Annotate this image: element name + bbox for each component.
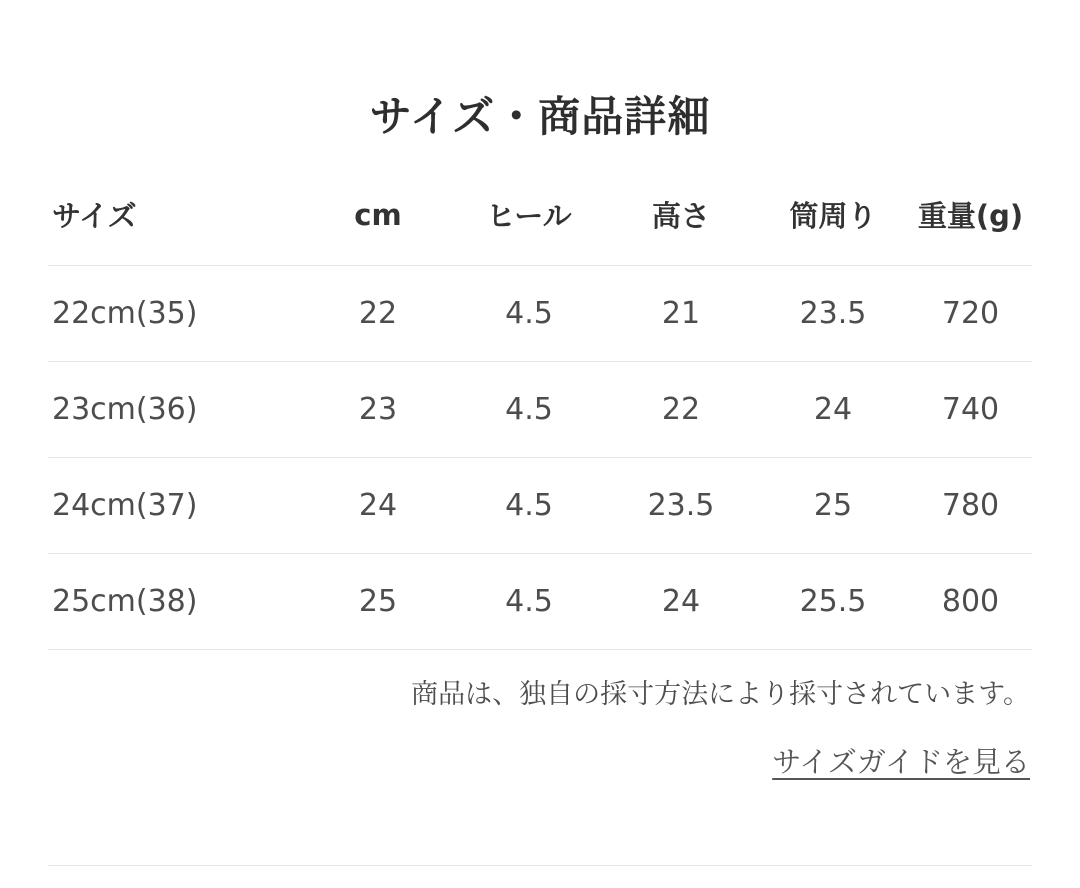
column-header-height: 高さ — [651, 199, 710, 234]
cell-cm: 24 — [303, 458, 453, 554]
cell-weight: 720 — [909, 266, 1032, 362]
cell-height: 24 — [605, 554, 757, 650]
column-header-size: サイズ — [52, 199, 137, 234]
size-table-body — [48, 266, 1032, 650]
column-header-shaft-circumference: 筒周り — [789, 199, 877, 234]
measurement-note: 商品は、独自の採寸方法により採寸されています。 — [411, 679, 1030, 711]
table-row — [48, 362, 1032, 458]
cell-heel: 4.5 — [453, 362, 605, 458]
cell-size: 22cm(35) — [48, 266, 303, 362]
cell-shaft-circumference: 25.5 — [757, 554, 909, 650]
cell-heel: 4.5 — [453, 266, 605, 362]
table-row — [48, 458, 1032, 554]
table-row — [48, 266, 1032, 362]
size-table-header — [48, 194, 1032, 266]
section-divider — [48, 865, 1032, 866]
column-header-heel: ヒール — [486, 199, 572, 234]
page-title: サイズ・商品詳細 — [369, 92, 711, 141]
size-guide-link[interactable]: サイズガイドを見る — [772, 745, 1030, 780]
cell-size: 25cm(38) — [48, 554, 303, 650]
table-row — [48, 554, 1032, 650]
cell-shaft-circumference: 25 — [757, 458, 909, 554]
cell-size: 23cm(36) — [48, 362, 303, 458]
cell-heel: 4.5 — [453, 458, 605, 554]
cell-cm: 23 — [303, 362, 453, 458]
column-header-weight: 重量(g) — [917, 199, 1024, 234]
cell-height: 23.5 — [605, 458, 757, 554]
cell-cm: 22 — [303, 266, 453, 362]
cell-cm: 25 — [303, 554, 453, 650]
cell-heel: 4.5 — [453, 554, 605, 650]
size-guide-link-container — [48, 740, 1032, 781]
cell-weight: 780 — [909, 458, 1032, 554]
table-header-row — [48, 194, 1032, 266]
cell-height: 21 — [605, 266, 757, 362]
cell-shaft-circumference: 24 — [757, 362, 909, 458]
column-header-cm: cm — [354, 197, 402, 232]
cell-size: 24cm(37) — [48, 458, 303, 554]
cell-height: 22 — [605, 362, 757, 458]
cell-weight: 740 — [909, 362, 1032, 458]
size-table — [48, 194, 1032, 650]
cell-shaft-circumference: 23.5 — [757, 266, 909, 362]
cell-weight: 800 — [909, 554, 1032, 650]
